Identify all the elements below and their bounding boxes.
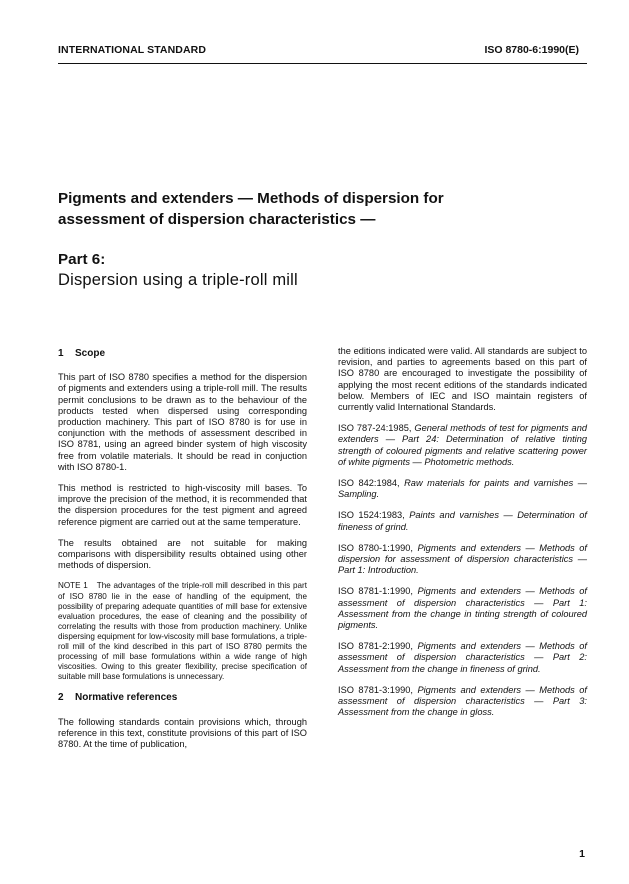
note-text: The advantages of the triple-roll mill described in this part of ISO 8780 lie in the ease of handling of the equipment, the possibility of preparing adequate quantities of mill base for extensive evaluation procedures, the ease of cleaning and the possibility of correlating the results with those from production machinery. Unlike dispersing equipment for low-viscosity mill base formulations, a triple-roll mill of the kind described in this part of ISO 8780 permits the processing of mill base formulations within a wide range of high viscosities. Owing to this greater flexibility, precise specification of suitable mill base formulations is unnecessary. xyxy=(58,581,307,682)
section-1-title: Scope xyxy=(75,348,106,359)
section-2-title: Normative references xyxy=(75,692,178,704)
section-1-number: 1 xyxy=(58,348,64,359)
normative-paragraph: The following standards contain provisions which, through reference in this text, constitute provisions of this part of ISO 8780. At the time of publication, xyxy=(58,716,307,749)
reference-title: Raw materials for paints and varnishes — Sampling. xyxy=(338,478,587,500)
reference-code: ISO 842:1984, xyxy=(338,478,400,489)
reference-title: Pigments and extenders — Methods of assessment of dispersion characteristics — Part 2: Assessment from the change in fineness of grind. xyxy=(338,641,587,674)
scope-paragraph-1: This part of ISO 8780 specifies a method for the dispersion of pigments and extenders using a triple-roll mill. The results permit conclusions to be drawn as to the behaviour of the products tested when dispersed using corresponding production machinery. This part of ISO 8780 is for use in conjunction with the methods of assessment described in ISO 8781, using an agreed binder system of high viscosity free from volatile materials. It should be read in conjuction with ISO 8780-1. xyxy=(58,372,307,472)
reference-code: ISO 8780-1:1990, xyxy=(338,542,413,553)
section-2-number: 2 xyxy=(58,692,64,704)
reference-entry xyxy=(338,510,587,532)
reference-list xyxy=(338,423,587,718)
reference-entry xyxy=(338,478,587,500)
scope-paragraph-2: This method is restricted to high-viscosity mill bases. To improve the precision of the method, it is recommended that the dispersion procedures for the test pigment and agreed reference pigment are carried out at the same temperature. xyxy=(58,483,307,527)
part-number: Part 6: xyxy=(58,251,106,268)
normative-paragraph-continued: the editions indicated were valid. All standards are subject to revision, and parties to agreements based on this part of ISO 8780 are encouraged to investigate the possibility of applying the most recent editions of the standards indicated below. Members of IEC and ISO maintain registers of currently valid International Standards. xyxy=(338,346,587,413)
reference-title: Pigments and extenders — Methods of assessment of dispersion characteristics — Part 3: Assessment from the change in gloss. xyxy=(338,684,587,718)
reference-code: ISO 8781-2:1990, xyxy=(338,641,413,652)
section-1-heading xyxy=(58,348,307,359)
reference-entry xyxy=(338,543,587,577)
reference-title: General methods of test for pigments and extenders — Part 24: Determination of relative tinting strength of coloured pigments and relative scattering power of white pigments — Photometric methods. xyxy=(338,423,587,467)
header-divider xyxy=(58,63,587,64)
header-standard-label: INTERNATIONAL STANDARD xyxy=(58,44,207,56)
reference-entry xyxy=(338,586,587,631)
reference-code: ISO 8781-1:1990, xyxy=(338,586,413,597)
reference-code: ISO 1524:1983, xyxy=(338,510,405,521)
reference-code: ISO 787-24:1985, xyxy=(338,423,412,434)
reference-title: Pigments and extenders — Methods of assessment of dispersion characteristics — Part 1: Assessment from the change in tinting strength of coloured pigments. xyxy=(338,586,587,631)
page-number: 1 xyxy=(579,848,585,860)
reference-title: Pigments and extenders — Methods of dispersion for assessment of dispersion characteristics — Part 1: Introduction. xyxy=(338,542,587,576)
right-column xyxy=(338,346,587,728)
part-title: Dispersion using a triple-roll mill xyxy=(58,271,298,289)
reference-entry xyxy=(338,685,587,719)
header-document-id: ISO 8780-6:1990(E) xyxy=(484,44,579,56)
reference-entry xyxy=(338,641,587,675)
reference-code: ISO 8781-3:1990, xyxy=(338,684,413,695)
scope-paragraph-3: The results obtained are not suitable for making comparisons with dispersibility results obtained using other methods of dispersion. xyxy=(58,537,307,571)
section-2-heading xyxy=(58,692,307,703)
reference-entry xyxy=(338,423,587,468)
scope-note xyxy=(58,581,307,682)
note-label: NOTE 1 xyxy=(58,581,88,591)
document-title: Pigments and extenders — Methods of dispersion for assessment of dispersion characteristics — xyxy=(58,190,444,228)
reference-title: Paints and varnishes — Determination of fineness of grind. xyxy=(338,510,587,532)
left-column xyxy=(58,348,307,760)
